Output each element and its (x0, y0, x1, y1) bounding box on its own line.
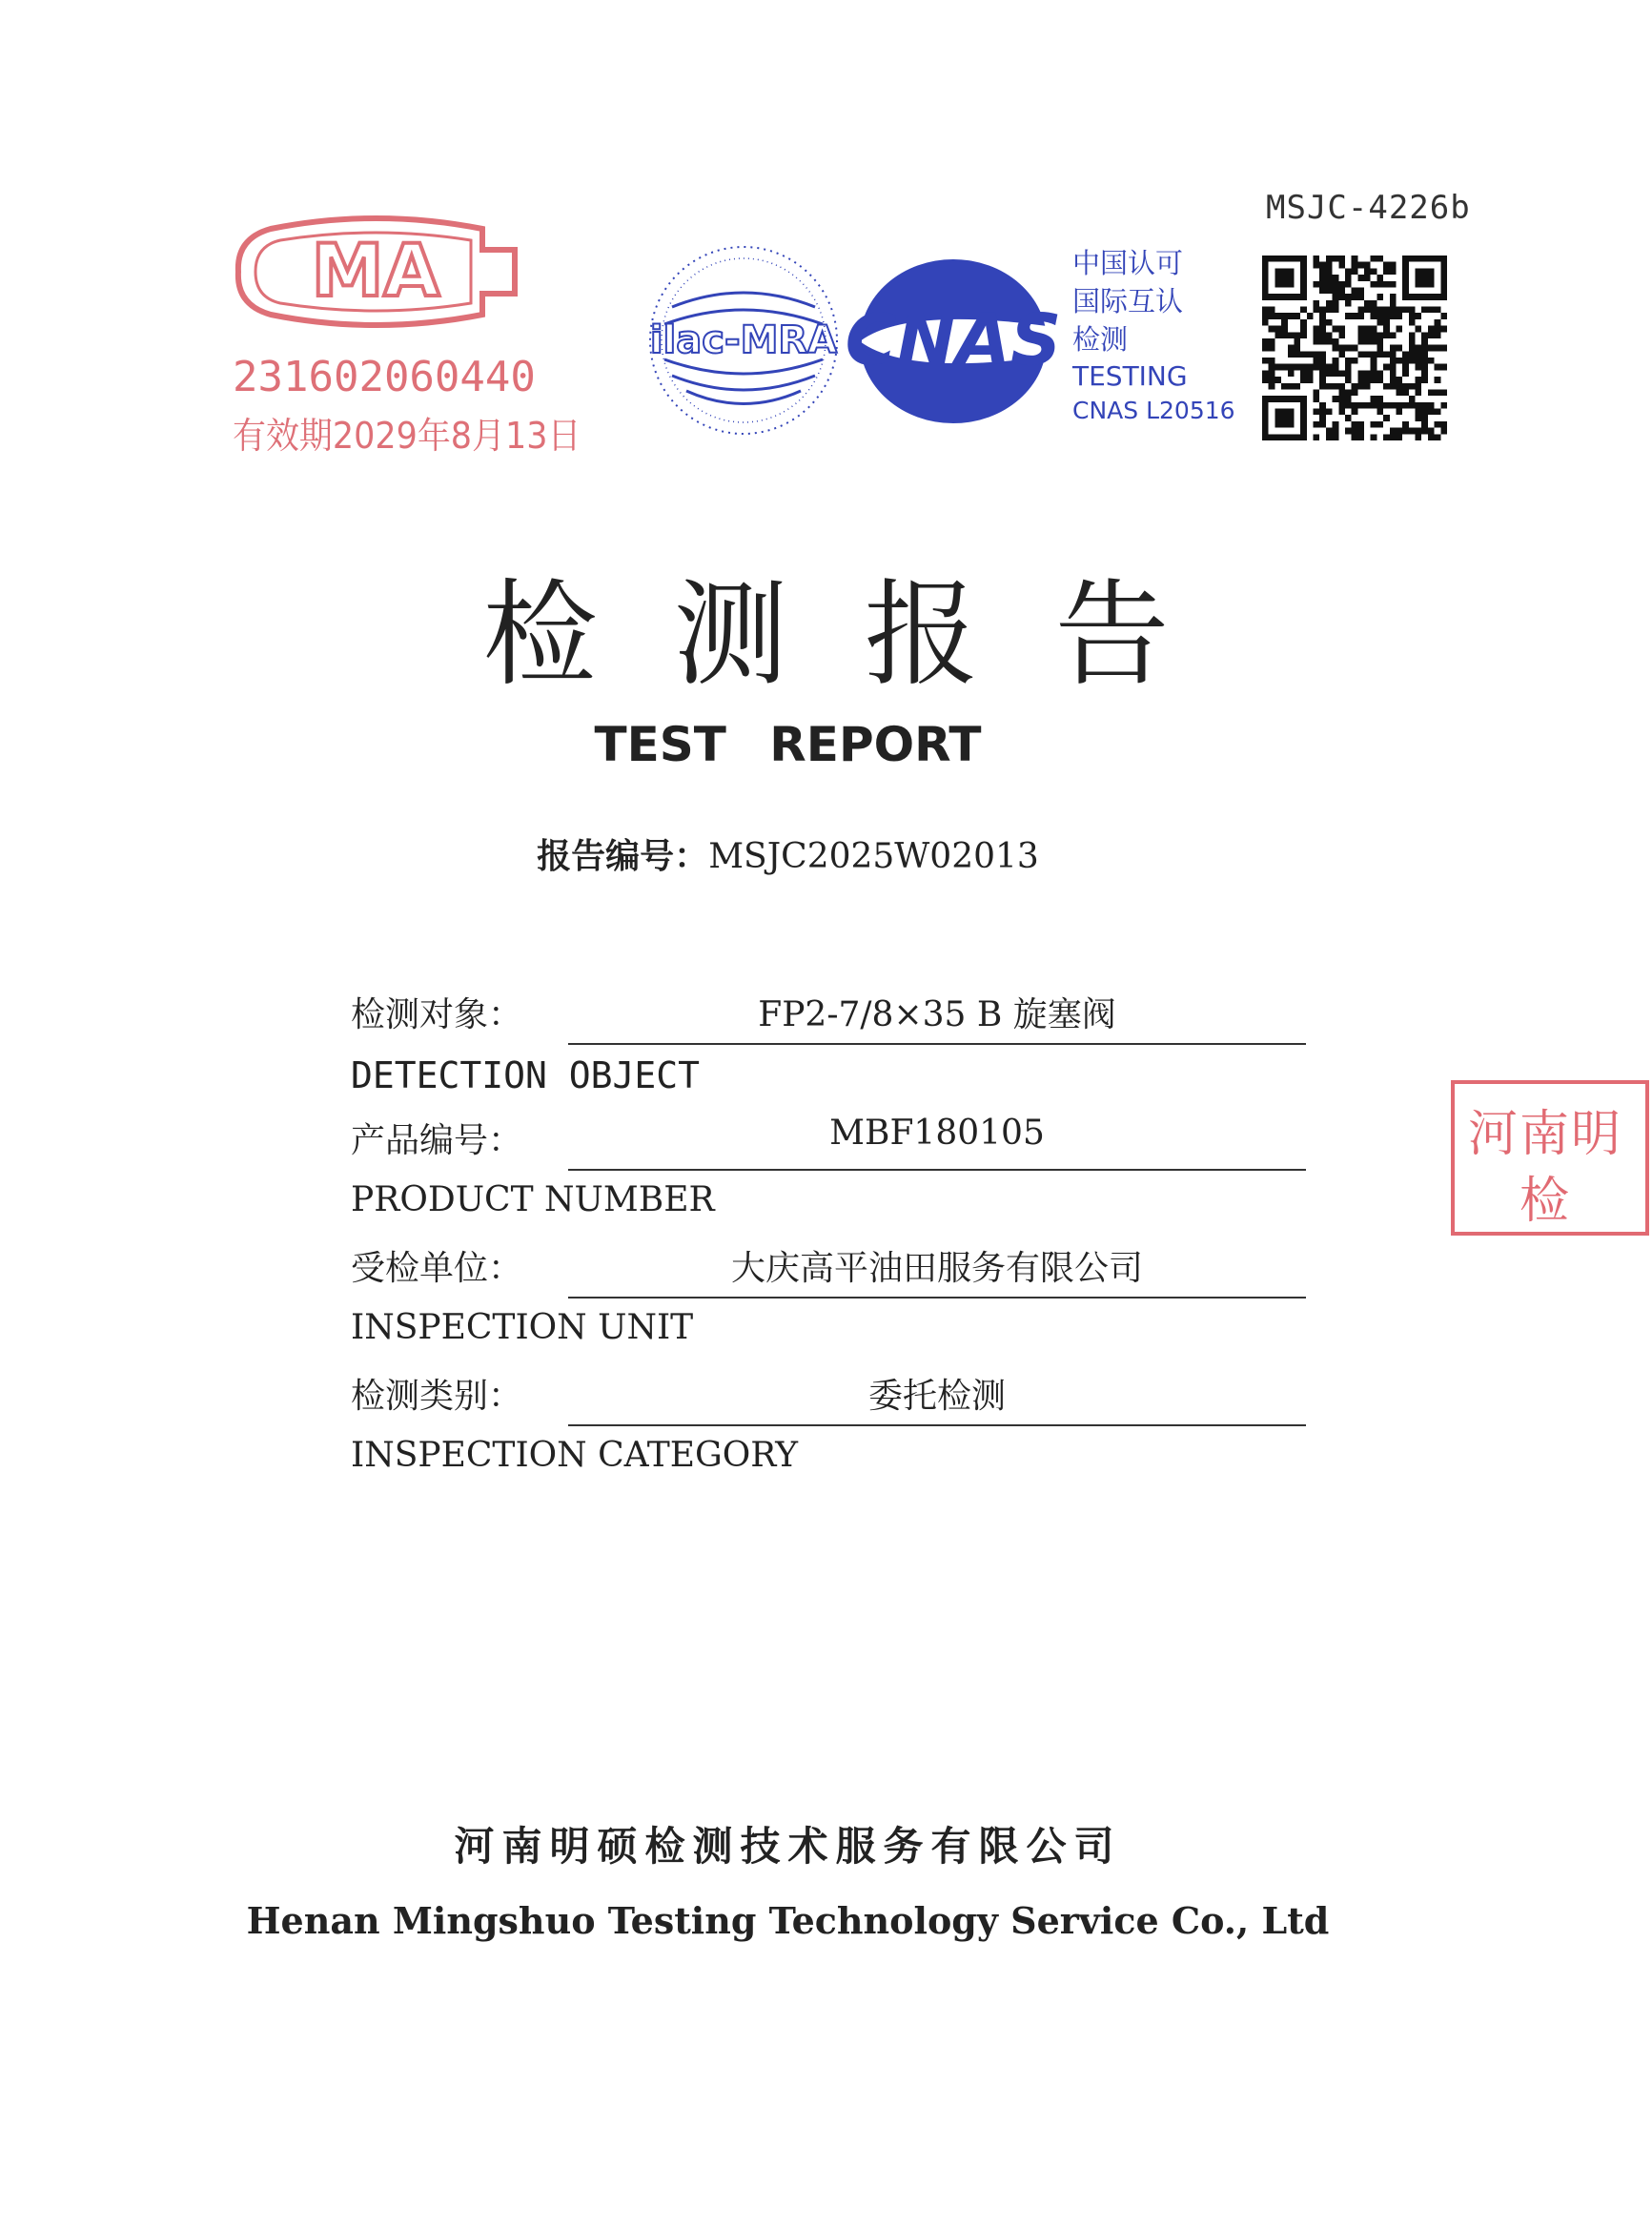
cma-validity: 有效期2029年8月13日 (233, 415, 581, 457)
svg-text:MA: MA (311, 228, 440, 313)
svg-text:ilac-MRA: ilac-MRA (649, 318, 838, 362)
cnas-line-1: 中国认可 (1072, 247, 1184, 279)
cnas-line-3: 检测 (1072, 323, 1129, 356)
cnas-line-5: CNAS L20516 (1072, 397, 1235, 424)
field-label-en: DETECTION OBJECT (351, 1054, 701, 1096)
cma-number: 231602060440 (233, 353, 536, 401)
field-label-en: PRODUCT NUMBER (351, 1180, 715, 1219)
field-underline (568, 1043, 1306, 1045)
field-value: 委托检测 (867, 1377, 1006, 1416)
company-name-en: Henan Mingshuo Testing Technology Service Co., Ltd (246, 1899, 1330, 1942)
field-label-en: INSPECTION UNIT (351, 1308, 694, 1347)
svg-text:CNAS: CNAS (845, 299, 1062, 381)
edge-seal (1451, 1080, 1649, 1236)
ilac-mra-logo (643, 240, 844, 440)
field-value: FP2-7/8×35 B 旋塞阀 (758, 995, 1116, 1034)
edge-seal-line-1: 河南明 (1468, 1106, 1623, 1163)
report-number-label: 报告编号： (537, 837, 709, 876)
field-underline (568, 1169, 1306, 1171)
form-code: MSJC-4226b (1266, 189, 1471, 227)
report-number-value: MSJC2025W02013 (708, 837, 1039, 876)
field-label-cn: 检测类别： (351, 1377, 523, 1416)
qr-code-icon (1262, 256, 1447, 440)
field-value: 大庆高平油田服务有限公司 (730, 1249, 1143, 1288)
cnas-caption (1072, 244, 1235, 427)
report-number (0, 829, 1576, 878)
ilac-globe-icon (643, 240, 844, 440)
field-label-cn: 检测对象： (351, 995, 523, 1034)
title-cn: 检测报告 (482, 569, 1246, 702)
field-label-cn: 产品编号： (351, 1121, 523, 1160)
cnas-line-2: 国际互认 (1072, 285, 1184, 317)
field-label-cn: 受检单位： (351, 1249, 523, 1288)
cma-stamp (233, 212, 581, 460)
edge-seal-line-2: 检 (1519, 1173, 1572, 1230)
field-label-en: INSPECTION CATEGORY (351, 1436, 799, 1475)
field-underline (568, 1297, 1306, 1299)
cnas-line-4: TESTING (1072, 360, 1188, 392)
company-name-cn: 河南明硕检测技术服务有限公司 (454, 1823, 1122, 1870)
title-en: TEST REPORT (594, 717, 982, 772)
field-underline (568, 1424, 1306, 1426)
cnas-logo (839, 250, 1077, 440)
cma-logo-icon (233, 212, 519, 336)
field-value: MBF180105 (829, 1114, 1045, 1153)
cnas-mark-icon (839, 250, 1077, 440)
